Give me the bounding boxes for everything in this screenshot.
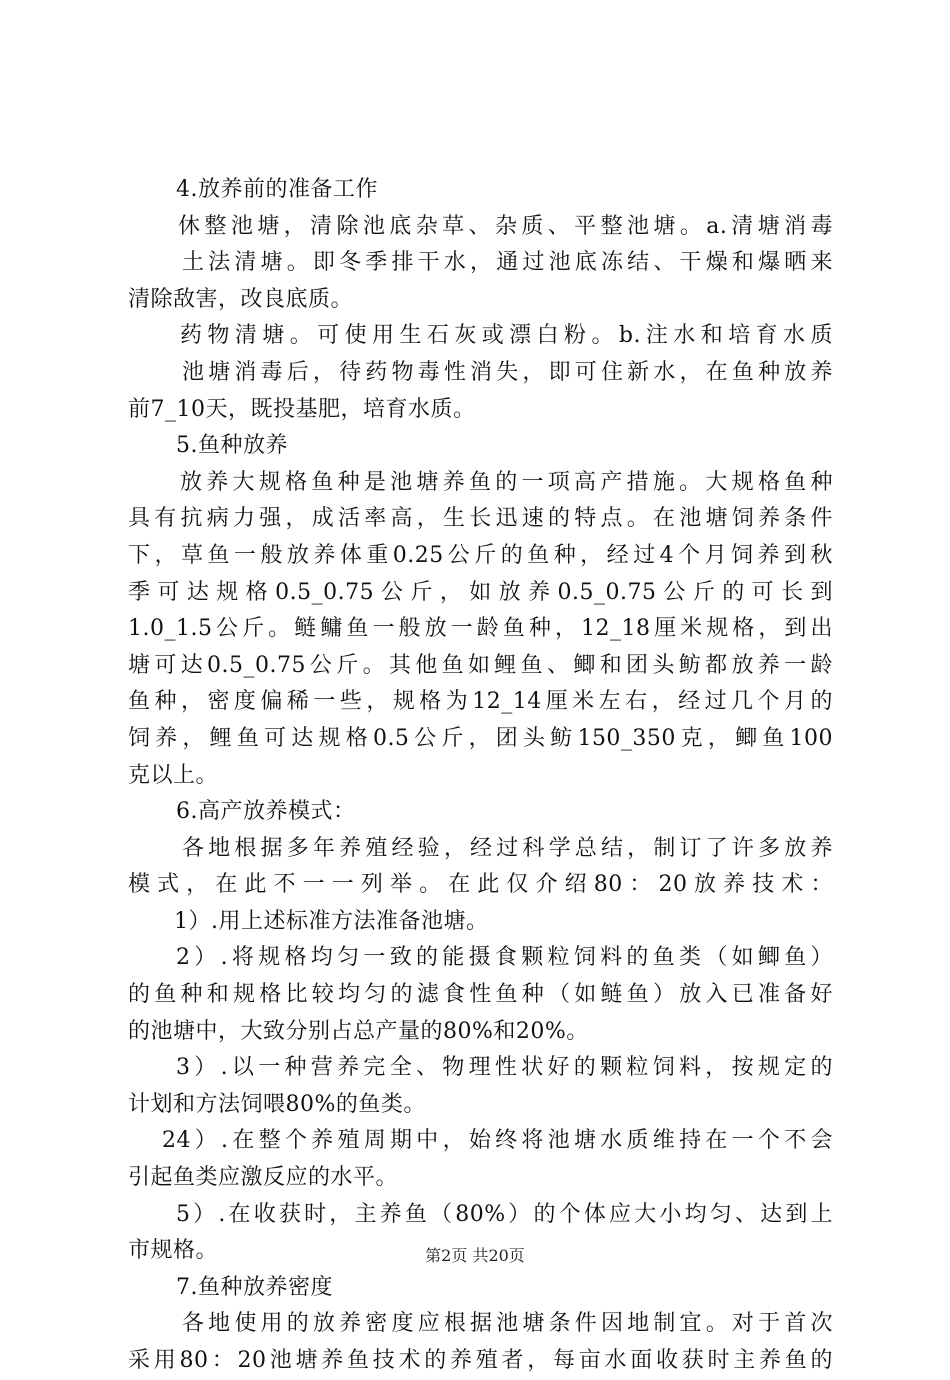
text-line: 克以上。 bbox=[128, 762, 219, 788]
text-line: 的池塘中，大致分别占总产量的80%和20%。 bbox=[128, 1018, 589, 1044]
text-line: 鱼种，密度偏稀一些，规格为12_14厘米左右，经过几个月的 bbox=[128, 689, 833, 715]
document-body bbox=[128, 172, 833, 1380]
section-heading: 6.高产放养模式： bbox=[176, 799, 356, 825]
list-item: 1）.用上述标准方法准备池塘。 bbox=[174, 908, 489, 934]
section-heading: 5.鱼种放养 bbox=[176, 433, 288, 459]
list-item: 3）.以一种营养完全、物理性状好的颗粒饲料，按规定的 bbox=[176, 1055, 833, 1081]
text-line: 市规格。 bbox=[128, 1238, 219, 1264]
text-line: 清除敌害，改良底质。 bbox=[128, 286, 354, 312]
text-line: 饲养，鲤鱼可达规格0.5公斤，团头鲂150_350克，鲫鱼100 bbox=[128, 725, 833, 751]
text-line: 季可达规格0.5_0.75公斤，如放养0.5_0.75公斤的可长到 bbox=[128, 579, 833, 605]
text-line: 各地使用的放养密度应根据池塘条件因地制宜。对于首次 bbox=[182, 1311, 833, 1337]
section-heading: 7.鱼种放养密度 bbox=[176, 1274, 333, 1300]
text-line: 1.0_1.5公斤。鲢鳙鱼一般放一龄鱼种，12_18厘米规格，到出 bbox=[128, 616, 833, 642]
list-item: 24）.在整个养殖周期中，始终将池塘水质维持在一个不会 bbox=[162, 1128, 833, 1154]
text-line: 药物清塘。可使用生石灰或漂白粉。b.注水和培育水质 bbox=[180, 323, 833, 349]
text-line: 前7_10天，既投基肥，培育水质。 bbox=[128, 396, 476, 422]
text-line: 土法清塘。即冬季排干水，通过池底冻结、干燥和爆晒来 bbox=[182, 250, 833, 276]
text-line: 放养大规格鱼种是池塘养鱼的一项高产措施。大规格鱼种 bbox=[180, 469, 833, 495]
text-line: 计划和方法饲喂80%的鱼类。 bbox=[128, 1091, 426, 1117]
list-item: 5）.在收获时，主养鱼（80%）的个体应大小均匀、达到上 bbox=[176, 1201, 833, 1227]
text-line: 下，草鱼一般放养体重0.25公斤的鱼种，经过4个月饲养到秋 bbox=[128, 542, 833, 568]
section-heading: 4.放养前的准备工作 bbox=[176, 177, 378, 202]
page-number: 第2页 共20页 bbox=[425, 1246, 525, 1265]
text-line: 具有抗病力强，成活率高，生长迅速的特点。在池塘饲养条件 bbox=[128, 506, 833, 532]
text-line: 的鱼种和规格比较均匀的滤食性鱼种（如鲢鱼）放入已准备好 bbox=[128, 982, 833, 1008]
text-line: 池塘消毒后，待药物毒性消失，即可住新水，在鱼种放养 bbox=[182, 359, 833, 385]
text-line: 各地根据多年养殖经验，经过科学总结，制订了许多放养 bbox=[182, 835, 833, 861]
list-item: 2）.将规格均匀一致的能摄食颗粒饲料的鱼类（如鲫鱼） bbox=[176, 945, 833, 971]
text-line: 模式，在此不一一列举。在此仅介绍80：20放养技术： bbox=[128, 872, 833, 898]
text-line: 休整池塘，清除池底杂草、杂质、平整池塘。a.清塘消毒 bbox=[178, 213, 833, 239]
text-line: 塘可达0.5_0.75公斤。其他鱼如鲤鱼、鲫和团头鲂都放养一龄 bbox=[128, 652, 833, 678]
text-line: 引起鱼类应激反应的水平。 bbox=[128, 1165, 399, 1191]
text-line: 采用80：20池塘养鱼技术的养殖者，每亩水面收获时主养鱼的 bbox=[128, 1348, 833, 1373]
